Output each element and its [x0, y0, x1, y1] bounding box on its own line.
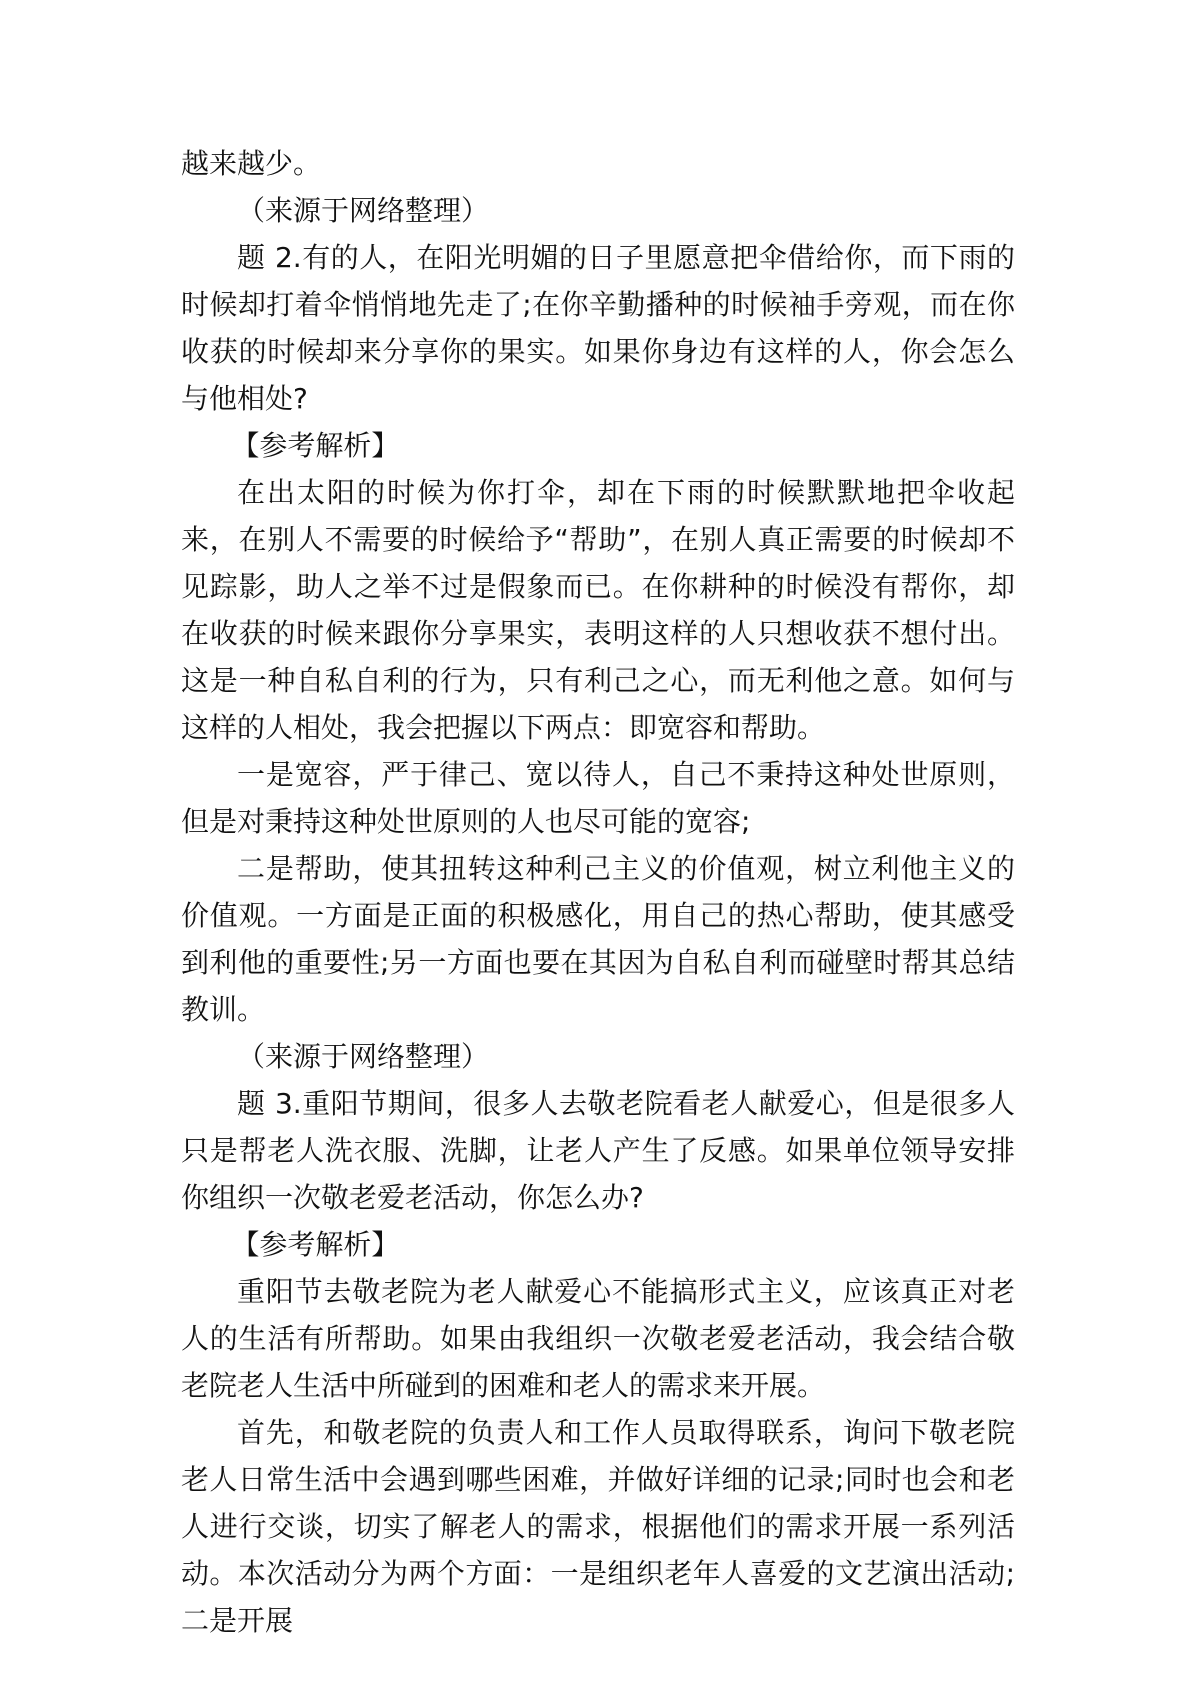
- source-note: （来源于网络整理）: [237, 1040, 490, 1073]
- analysis-heading: 【参考解析】: [231, 429, 400, 462]
- question-2: 题 2.有的人，在阳光明媚的日子里愿意把伞借给你，而下雨的时候却打着伞悄悄地先走了;在你辛勤播种的时候袖手旁观，而在你收获的时候却来分享你的果实。如果你身边有这样的人，你会怎么与他相处?: [181, 241, 1015, 415]
- continuation-text: 越来越少。: [181, 147, 322, 180]
- analysis-paragraph: 重阳节去敬老院为老人献爱心不能搞形式主义，应该真正对老人的生活有所帮助。如果由我组织一次敬老爱老活动，我会结合敬老院老人生活中所碰到的困难和老人的需求来开展。: [181, 1275, 1015, 1402]
- document-page: [181, 140, 1015, 1644]
- analysis-paragraph: 首先，和敬老院的负责人和工作人员取得联系，询问下敬老院老人日常生活中会遇到哪些困难，并做好详细的记录;同时也会和老人进行交谈，切实了解老人的需求，根据他们的需求开展一系列活动。本次活动分为两个方面：一是组织老年人喜爱的文艺演出活动;二是开展: [181, 1416, 1015, 1637]
- analysis-heading: 【参考解析】: [231, 1228, 400, 1261]
- analysis-paragraph: 一是宽容，严于律己、宽以待人，自己不秉持这种处世原则，但是对秉持这种处世原则的人也尽可能的宽容;: [181, 758, 1015, 838]
- analysis-paragraph: 二是帮助，使其扭转这种利己主义的价值观，树立利他主义的价值观。一方面是正面的积极感化，用自己的热心帮助，使其感受到利他的重要性;另一方面也要在其因为自私自利而碰壁时帮其总结教训。: [181, 852, 1015, 1026]
- analysis-paragraph: 在出太阳的时候为你打伞，却在下雨的时候默默地把伞收起来，在别人不需要的时候给予“帮助”，在别人真正需要的时候却不见踪影，助人之举不过是假象而已。在你耕种的时候没有帮你，却在收获的时候来跟你分享果实，表明这样的人只想收获不想付出。这是一种自私自利的行为，只有利己之心，而无利他之意。如何与这样的人相处，我会把握以下两点：即宽容和帮助。: [181, 476, 1015, 744]
- source-note: （来源于网络整理）: [237, 194, 490, 227]
- question-3: 题 3.重阳节期间，很多人去敬老院看老人献爱心，但是很多人只是帮老人洗衣服、洗脚，让老人产生了反感。如果单位领导安排你组织一次敬老爱老活动，你怎么办?: [181, 1087, 1015, 1214]
